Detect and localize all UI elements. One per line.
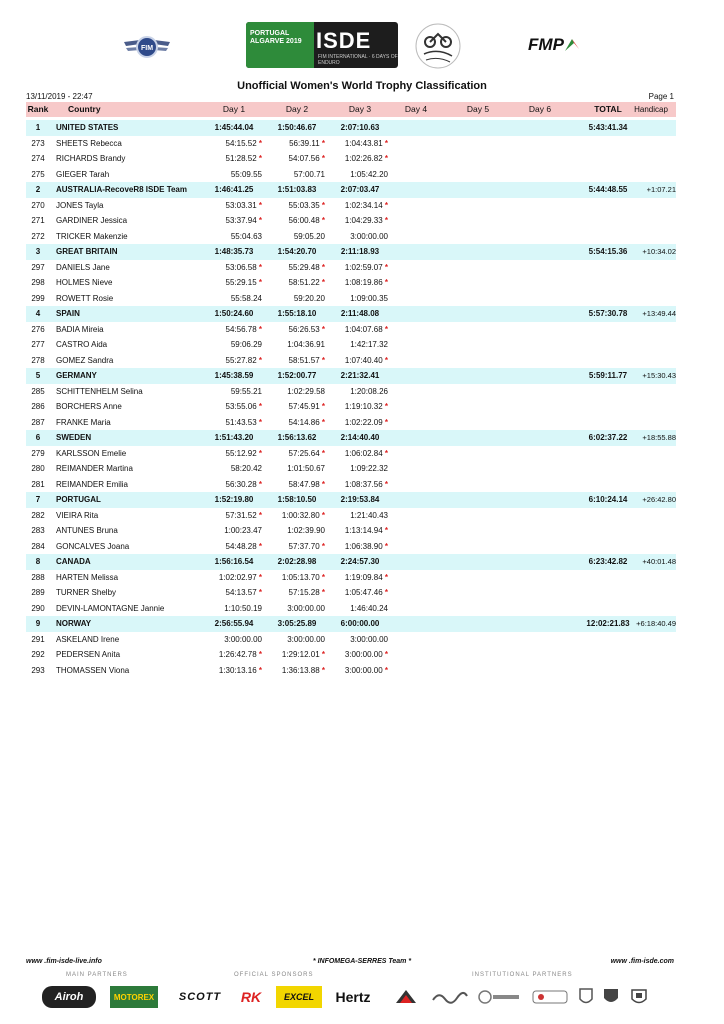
rider-name: ASKELAND Irene bbox=[56, 634, 120, 644]
rider-day2: 59:05.20 bbox=[293, 231, 325, 241]
rider-day1: 53:03.31 * bbox=[212, 198, 262, 214]
rider-day2: 56:26.53 * bbox=[275, 322, 325, 338]
col-handicap: Handicap bbox=[634, 105, 668, 114]
rider-row bbox=[26, 446, 676, 462]
rider-day3: 1:09:00.35 bbox=[350, 293, 388, 303]
header-logos bbox=[0, 20, 724, 72]
rider-number: 281 bbox=[31, 479, 45, 489]
rider-row bbox=[26, 275, 676, 291]
rider-number: 298 bbox=[31, 278, 45, 287]
team-day3: 2:21:32.41 bbox=[340, 371, 380, 380]
rider-row bbox=[26, 167, 676, 183]
rider-day1: 58:20.42 bbox=[230, 464, 262, 473]
rider-day2: 1:36:13.88 * bbox=[275, 663, 325, 679]
rider-day3: 1:20:08.26 bbox=[350, 386, 388, 396]
team-rank: 1 bbox=[35, 123, 41, 132]
team-rank: 4 bbox=[35, 309, 41, 318]
rider-day2: 54:14.86 * bbox=[275, 415, 325, 431]
team-day1: 1:52:19.80 bbox=[214, 495, 254, 504]
rider-row bbox=[26, 353, 676, 369]
sponsor-rk: RK bbox=[240, 989, 262, 1005]
rider-number: 272 bbox=[31, 231, 45, 241]
rider-day1: 1:10:50.19 bbox=[224, 603, 262, 613]
rider-day1: 1:00:23.47 bbox=[224, 526, 262, 535]
team-handicap: +18:55.88 bbox=[642, 433, 676, 442]
team-rank: 7 bbox=[35, 495, 41, 504]
team-day3: 2:14:40.40 bbox=[340, 433, 380, 442]
rider-day1: 53:37.94 * bbox=[212, 213, 262, 229]
rider-name: VIEIRA Rita bbox=[56, 510, 99, 520]
rider-row bbox=[26, 585, 676, 601]
rider-name: SCHITTENHELM Selina bbox=[56, 386, 143, 396]
col-country: Country bbox=[68, 104, 101, 114]
team-day1: 1:48:35.73 bbox=[214, 247, 254, 256]
team-rank: 3 bbox=[35, 247, 41, 256]
footer-site-url: www .fim-isde.com bbox=[610, 958, 674, 965]
rider-day2: 58:51.57 * bbox=[275, 353, 325, 369]
rider-row bbox=[26, 384, 676, 400]
team-day2: 1:54:20.70 bbox=[277, 247, 317, 256]
rider-day2: 57:15.28 * bbox=[275, 585, 325, 601]
team-rank: 6 bbox=[35, 433, 41, 442]
rider-number: 292 bbox=[31, 650, 45, 659]
team-rank: 9 bbox=[35, 619, 41, 628]
rider-day1: 59:06.29 bbox=[230, 340, 262, 349]
isde-subtitle: FIM INTERNATIONAL · 6 DAYS OF ENDURO bbox=[318, 54, 398, 66]
footer-credit: * INFOMEGA-SERRES Team * bbox=[312, 958, 412, 965]
rider-day2: 58:47.98 * bbox=[275, 477, 325, 493]
team-day2: 3:05:25.89 bbox=[277, 619, 317, 628]
rider-name: RICHARDS Brandy bbox=[56, 154, 126, 163]
team-total: 5:44:48.55 bbox=[588, 185, 628, 194]
team-day3: 6:00:00.00 bbox=[340, 619, 380, 628]
rider-day3: 1:19:10.32 * bbox=[338, 399, 388, 415]
team-day3: 2:07:03.47 bbox=[340, 185, 380, 194]
team-total: 5:57:30.78 bbox=[588, 309, 628, 318]
table-header bbox=[26, 102, 676, 117]
rider-number: 277 bbox=[31, 340, 45, 349]
rider-name: DANIELS Jane bbox=[56, 262, 110, 272]
rider-day2: 58:51.22 * bbox=[275, 275, 325, 291]
team-row bbox=[26, 120, 676, 136]
team-day1: 2:56:55.94 bbox=[214, 619, 254, 628]
team-country: AUSTRALIA-RecoveR8 ISDE Team bbox=[56, 185, 187, 194]
rider-name: SHEETS Rebecca bbox=[56, 138, 122, 148]
vintage-enduro-logo bbox=[414, 20, 462, 72]
rider-number: 290 bbox=[31, 603, 45, 613]
col-day6: Day 6 bbox=[528, 104, 552, 114]
official-sponsors-label: OFFICIAL SPONSORS bbox=[234, 972, 314, 978]
rider-name: GARDINER Jessica bbox=[56, 216, 128, 225]
rider-number: 284 bbox=[31, 541, 45, 551]
team-total: 5:59:11.77 bbox=[588, 371, 628, 380]
rider-day2: 1:02:39.90 bbox=[287, 526, 325, 535]
sponsor-excel: EXCEL bbox=[276, 986, 322, 1008]
rider-number: 285 bbox=[31, 386, 45, 396]
aces-logo-icon bbox=[530, 986, 570, 1008]
team-row bbox=[26, 616, 676, 632]
rider-day2: 55:29.48 * bbox=[275, 260, 325, 276]
rider-day3: 1:08:19.86 * bbox=[338, 275, 388, 291]
rider-day2: 54:07.56 * bbox=[275, 151, 325, 167]
sponsor-script-logo-icon bbox=[430, 986, 470, 1008]
rider-day3: 3:00:00.00 * bbox=[338, 647, 388, 663]
team-rank: 8 bbox=[35, 557, 41, 566]
rider-day3: 1:06:02.84 * bbox=[338, 446, 388, 462]
team-day1: 1:56:16.54 bbox=[214, 557, 254, 566]
team-day2: 1:51:03.83 bbox=[277, 185, 317, 194]
rider-row bbox=[26, 663, 676, 679]
rider-day3: 1:21:40.43 bbox=[350, 510, 388, 520]
col-day3: Day 3 bbox=[348, 104, 372, 114]
page-number: Page 1 bbox=[648, 92, 674, 101]
rider-number: 299 bbox=[31, 293, 45, 303]
rider-day1: 1:26:42.78 * bbox=[212, 647, 262, 663]
rider-row bbox=[26, 213, 676, 229]
rider-number: 297 bbox=[31, 262, 45, 272]
rider-row bbox=[26, 415, 676, 431]
rider-day3: 1:05:42.20 bbox=[350, 169, 388, 179]
team-row bbox=[26, 492, 676, 508]
team-day3: 2:11:18.93 bbox=[340, 247, 380, 256]
team-day1: 1:50:24.60 bbox=[214, 309, 254, 318]
rider-number: 291 bbox=[31, 634, 45, 644]
rider-day1: 55:29.15 * bbox=[212, 275, 262, 291]
rider-number: 273 bbox=[31, 138, 45, 148]
rider-day2: 57:25.64 * bbox=[275, 446, 325, 462]
rider-row bbox=[26, 523, 676, 539]
rider-row bbox=[26, 260, 676, 276]
rider-row bbox=[26, 632, 676, 648]
rider-row bbox=[26, 136, 676, 152]
rider-day1: 54:15.52 * bbox=[212, 136, 262, 152]
municipal-crest-icon bbox=[628, 986, 650, 1008]
report-datetime: 13/11/2019 - 22:47 bbox=[26, 92, 93, 101]
team-rank: 5 bbox=[35, 371, 41, 380]
rider-row bbox=[26, 322, 676, 338]
team-country: SPAIN bbox=[56, 309, 80, 318]
rider-day3: 1:05:47.46 * bbox=[338, 585, 388, 601]
rider-day2: 55:03.35 * bbox=[275, 198, 325, 214]
rider-number: 286 bbox=[31, 402, 45, 411]
rider-day2: 1:02:29.58 bbox=[287, 386, 325, 396]
rider-day2: 57:37.70 * bbox=[275, 539, 325, 555]
fim-logo bbox=[122, 30, 172, 64]
rider-name: ANTUNES Bruna bbox=[56, 526, 118, 535]
rider-row bbox=[26, 508, 676, 524]
team-handicap: +15:30.43 bbox=[642, 371, 676, 380]
col-day5: Day 5 bbox=[466, 104, 490, 114]
rider-row bbox=[26, 399, 676, 415]
rider-row bbox=[26, 461, 676, 477]
portimao-logo-icon bbox=[476, 986, 522, 1008]
rider-row bbox=[26, 198, 676, 214]
team-day1: 1:51:43.20 bbox=[214, 433, 254, 442]
fmp-wordmark: FMP bbox=[528, 35, 564, 54]
shield-icon bbox=[600, 986, 622, 1008]
rider-number: 271 bbox=[31, 216, 45, 225]
team-country: SWEDEN bbox=[56, 433, 92, 442]
rider-number: 287 bbox=[31, 417, 45, 427]
team-handicap: +40:01.48 bbox=[642, 557, 676, 566]
svg-text:FIM: FIM bbox=[140, 45, 154, 52]
rider-row bbox=[26, 291, 676, 307]
rider-day3: 1:13:14.94 * bbox=[338, 523, 388, 539]
rider-day3: 1:06:38.90 * bbox=[338, 539, 388, 555]
team-day2: 1:50:46.67 bbox=[277, 123, 317, 132]
rider-day3: 1:02:26.82 * bbox=[338, 151, 388, 167]
rider-number: 270 bbox=[31, 200, 45, 210]
rider-day1: 51:43.53 * bbox=[212, 415, 262, 431]
rider-day3: 1:04:43.81 * bbox=[338, 136, 388, 152]
rider-name: JONES Tayla bbox=[56, 200, 104, 210]
rider-day2: 1:00:32.80 * bbox=[275, 508, 325, 524]
col-day2: Day 2 bbox=[285, 104, 309, 114]
team-total: 5:54:15.36 bbox=[588, 247, 628, 256]
rider-name: GIEGER Tarah bbox=[56, 169, 110, 179]
team-day3: 2:24:57.30 bbox=[340, 557, 380, 566]
rider-number: 275 bbox=[31, 169, 45, 179]
team-handicap: +26:42.80 bbox=[642, 495, 676, 504]
team-total: 6:10:24.14 bbox=[588, 495, 628, 504]
isde-wordmark: ISDE bbox=[316, 28, 372, 53]
rider-day1: 1:02:02.97 * bbox=[212, 570, 262, 586]
rider-number: 283 bbox=[31, 526, 45, 535]
rider-number: 293 bbox=[31, 665, 45, 675]
team-country: CANADA bbox=[56, 557, 91, 566]
rider-name: PEDERSEN Anita bbox=[56, 650, 121, 659]
rider-name: BORCHERS Anne bbox=[56, 402, 122, 411]
rider-name: CASTRO Aida bbox=[56, 340, 108, 349]
rider-row bbox=[26, 337, 676, 353]
team-day1: 1:45:38.59 bbox=[214, 371, 254, 380]
col-rank: Rank bbox=[27, 104, 49, 114]
sponsor-emblem-icon bbox=[392, 986, 420, 1008]
rider-row bbox=[26, 601, 676, 617]
team-total: 6:02:37.22 bbox=[588, 433, 628, 442]
crest-icon bbox=[576, 986, 596, 1008]
rider-name: BADIA Mireia bbox=[56, 324, 104, 334]
rider-name: FRANKE Maria bbox=[56, 417, 111, 427]
team-country: NORWAY bbox=[56, 619, 92, 628]
rider-day1: 53:55.06 * bbox=[212, 399, 262, 415]
rider-name: THOMASSEN Viona bbox=[56, 665, 130, 675]
team-day3: 2:07:10.63 bbox=[340, 123, 380, 132]
team-day1: 1:46:41.25 bbox=[214, 185, 254, 194]
rider-day1: 59:55.21 bbox=[230, 386, 262, 396]
rider-day2: 1:05:13.70 * bbox=[275, 570, 325, 586]
rider-day1: 53:06.58 * bbox=[212, 260, 262, 276]
team-handicap: +10:34.02 bbox=[642, 247, 676, 256]
rider-name: ROWETT Rosie bbox=[56, 293, 114, 303]
rider-name: GONCALVES Joana bbox=[56, 541, 130, 551]
fmp-logo bbox=[526, 30, 582, 60]
rider-day1: 55:27.82 * bbox=[212, 353, 262, 369]
sponsor-airoh: Airoh bbox=[42, 986, 96, 1008]
rider-day3: 1:19:09.84 * bbox=[338, 570, 388, 586]
rider-day2: 56:00.48 * bbox=[275, 213, 325, 229]
rider-day3: 3:00:00.00 bbox=[350, 231, 388, 241]
rider-day1: 55:58.24 bbox=[230, 293, 262, 303]
team-total: 5:43:41.34 bbox=[588, 123, 628, 132]
rider-day1: 54:48.28 * bbox=[212, 539, 262, 555]
col-total: TOTAL bbox=[594, 104, 622, 114]
isde-event-label: PORTUGAL ALGARVE 2019 bbox=[246, 22, 314, 68]
rider-row bbox=[26, 570, 676, 586]
team-day2: 2:02:28.98 bbox=[277, 557, 317, 566]
main-partners-label: MAIN PARTNERS bbox=[66, 972, 128, 978]
team-row bbox=[26, 430, 676, 446]
rider-day1: 3:00:00.00 bbox=[224, 634, 262, 644]
rider-row bbox=[26, 647, 676, 663]
rider-day3: 1:02:34.14 * bbox=[338, 198, 388, 214]
rider-row bbox=[26, 229, 676, 245]
rider-day2: 1:04:36.91 bbox=[287, 340, 325, 349]
team-handicap: +13:49.44 bbox=[642, 309, 676, 318]
rider-day3: 1:46:40.24 bbox=[350, 603, 388, 613]
rider-day1: 1:30:13.16 * bbox=[212, 663, 262, 679]
rider-number: 280 bbox=[31, 464, 45, 473]
sponsor-scott: SCOTT bbox=[178, 991, 222, 1003]
team-day2: 1:58:10.50 bbox=[277, 495, 317, 504]
rider-number: 276 bbox=[31, 324, 45, 334]
rider-name: HARTEN Melissa bbox=[56, 572, 119, 582]
rider-name: KARLSSON Emelie bbox=[56, 448, 127, 458]
rider-row bbox=[26, 151, 676, 167]
rider-day1: 55:12.92 * bbox=[212, 446, 262, 462]
team-country: GERMANY bbox=[56, 371, 97, 380]
team-rank: 2 bbox=[35, 185, 41, 194]
sponsor-motorex: MOTOREX bbox=[110, 986, 158, 1008]
rider-day2: 57:00.71 bbox=[293, 169, 325, 179]
team-row bbox=[26, 244, 676, 260]
rider-day2: 56:39.11 * bbox=[275, 136, 325, 152]
team-day2: 1:56:13.62 bbox=[277, 433, 317, 442]
rider-number: 274 bbox=[31, 154, 45, 163]
rider-number: 278 bbox=[31, 355, 45, 365]
col-day1: Day 1 bbox=[222, 104, 246, 114]
team-handicap: +6:18:40.49 bbox=[636, 619, 676, 628]
rider-day3: 1:04:07.68 * bbox=[338, 322, 388, 338]
rider-name: REIMANDER Emilia bbox=[56, 479, 129, 489]
team-day3: 2:11:48.08 bbox=[340, 309, 380, 318]
team-country: UNITED STATES bbox=[56, 123, 119, 132]
rider-day1: 55:09.55 bbox=[230, 169, 262, 179]
rider-day3: 3:00:00.00 bbox=[350, 634, 388, 644]
rider-day2: 3:00:00.00 bbox=[287, 634, 325, 644]
institutional-partners-label: INSTITUTIONAL PARTNERS bbox=[472, 972, 573, 978]
col-day4: Day 4 bbox=[404, 104, 428, 114]
team-total: 6:23:42.82 bbox=[588, 557, 628, 566]
rider-day2: 3:00:00.00 bbox=[287, 603, 325, 613]
rider-number: 288 bbox=[31, 572, 45, 582]
rider-name: GOMEZ Sandra bbox=[56, 355, 114, 365]
team-day3: 2:19:53.84 bbox=[340, 495, 380, 504]
isde-logo bbox=[246, 22, 398, 68]
team-total: 12:02:21.83 bbox=[586, 619, 630, 628]
rider-day3: 1:08:37.56 * bbox=[338, 477, 388, 493]
rider-day3: 1:42:17.32 bbox=[350, 340, 388, 349]
rider-day3: 3:00:00.00 * bbox=[338, 663, 388, 679]
rider-day1: 54:13.57 * bbox=[212, 585, 262, 601]
rider-day1: 55:04.63 bbox=[230, 231, 262, 241]
rider-number: 289 bbox=[31, 588, 45, 597]
rider-day1: 56:30.28 * bbox=[212, 477, 262, 493]
rider-day2: 59:20.20 bbox=[293, 293, 325, 303]
rider-day3: 1:02:59.07 * bbox=[338, 260, 388, 276]
team-day2: 1:55:18.10 bbox=[277, 309, 317, 318]
team-row bbox=[26, 182, 676, 198]
team-handicap: +1:07.21 bbox=[646, 185, 676, 194]
sponsor-hertz: Hertz bbox=[335, 989, 371, 1005]
fmp-flag-icon bbox=[564, 37, 580, 53]
team-row bbox=[26, 306, 676, 322]
team-country: PORTUGAL bbox=[56, 495, 101, 504]
page-title: Unofficial Women's World Trophy Classification bbox=[237, 80, 487, 92]
rider-name: TRICKER Makenzie bbox=[56, 231, 128, 241]
rider-day3: 1:09:22.32 bbox=[350, 464, 388, 473]
rider-row bbox=[26, 539, 676, 555]
rider-day3: 1:07:40.40 * bbox=[338, 353, 388, 369]
team-day1: 1:45:44.04 bbox=[214, 123, 254, 132]
rider-day2: 57:45.91 * bbox=[275, 399, 325, 415]
team-day2: 1:52:00.77 bbox=[277, 371, 317, 380]
rider-day2: 1:29:12.01 * bbox=[275, 647, 325, 663]
rider-row bbox=[26, 477, 676, 493]
rider-day1: 57:31.52 * bbox=[212, 508, 262, 524]
rider-day1: 51:28.52 * bbox=[212, 151, 262, 167]
rider-day3: 1:02:22.09 * bbox=[338, 415, 388, 431]
rider-name: DEVIN-LAMONTAGNE Jannie bbox=[56, 603, 165, 613]
rider-day3: 1:04:29.33 * bbox=[338, 213, 388, 229]
rider-name: REIMANDER Martina bbox=[56, 464, 133, 473]
rider-name: HOLMES Nieve bbox=[56, 278, 113, 287]
rider-number: 282 bbox=[31, 510, 45, 520]
team-row bbox=[26, 554, 676, 570]
rider-day1: 54:56.78 * bbox=[212, 322, 262, 338]
rider-number: 279 bbox=[31, 448, 45, 458]
rider-name: TURNER Shelby bbox=[56, 588, 117, 597]
footer-live-url: www .fim-isde-live.info bbox=[26, 958, 102, 965]
team-row bbox=[26, 368, 676, 384]
rider-day2: 1:01:50.67 bbox=[287, 464, 325, 473]
team-country: GREAT BRITAIN bbox=[56, 247, 118, 256]
